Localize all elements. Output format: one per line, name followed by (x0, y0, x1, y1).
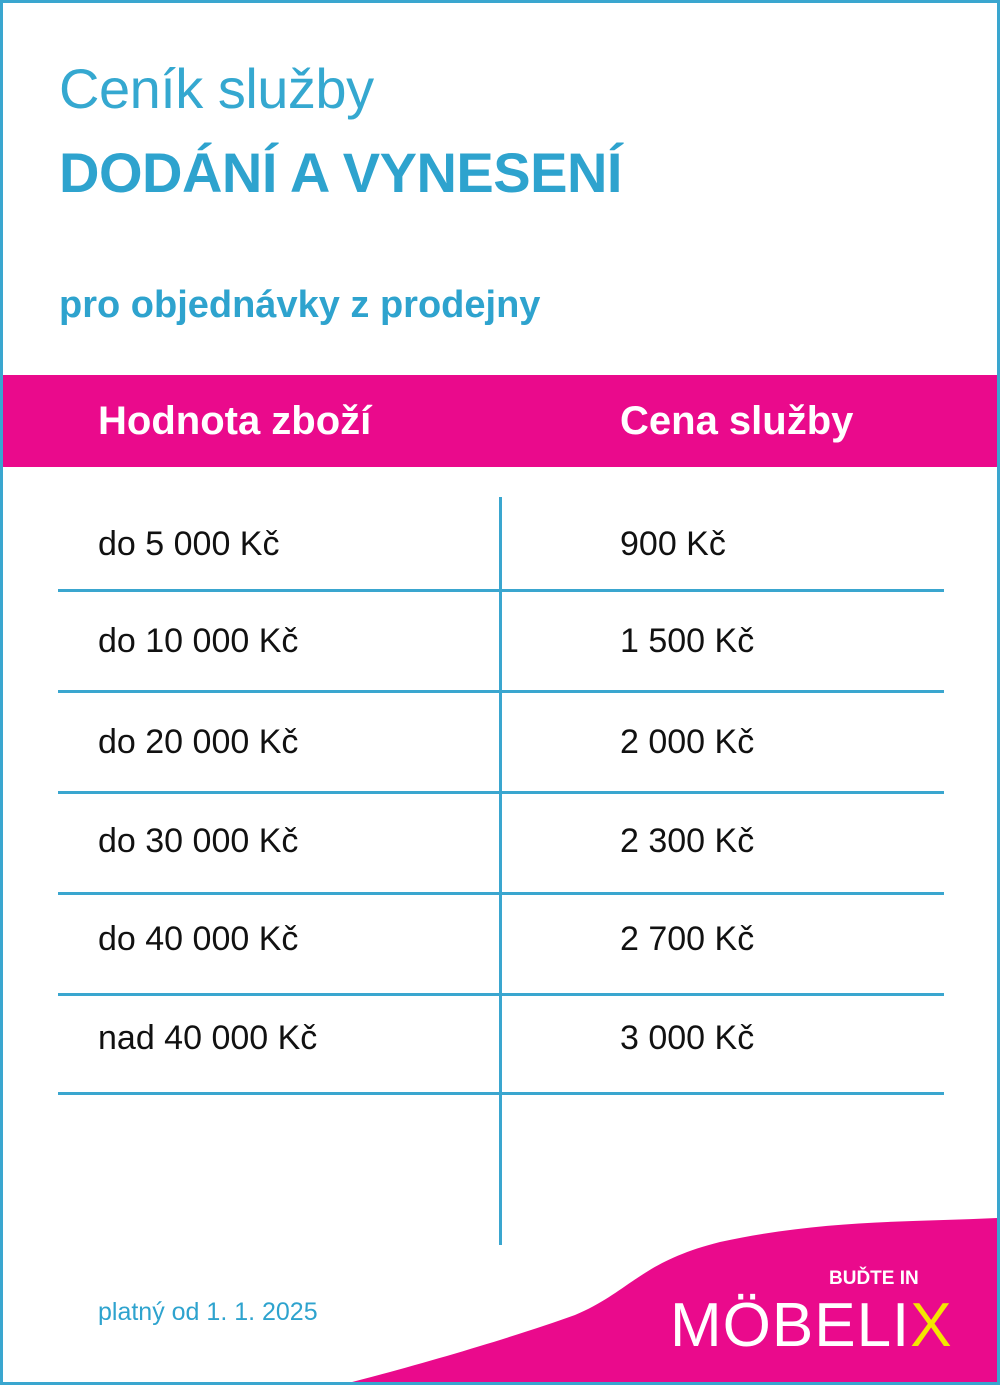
row-price: 2 000 Kč (620, 723, 755, 761)
row-price: 1 500 Kč (620, 622, 755, 660)
row-price: 2 300 Kč (620, 822, 755, 860)
page-title: Ceník služby (59, 57, 374, 120)
validity-note: platný od 1. 1. 2025 (98, 1298, 318, 1326)
row-value: do 20 000 Kč (98, 723, 299, 761)
service-name: DODÁNÍ A VYNESENÍ (59, 141, 622, 204)
page-subtitle: pro objednávky z prodejny (59, 284, 541, 326)
row-value: do 30 000 Kč (98, 822, 299, 860)
row-price: 3 000 Kč (620, 1019, 755, 1057)
brand-tagline: BUĎTE IN (829, 1268, 919, 1289)
row-price: 900 Kč (620, 525, 726, 563)
row-value: nad 40 000 Kč (98, 1019, 318, 1057)
column-header-value: Hodnota zboží (98, 399, 372, 443)
row-price: 2 700 Kč (620, 920, 755, 958)
mobelix-logo: MÖBELIX (670, 1291, 953, 1360)
row-value: do 10 000 Kč (98, 622, 299, 660)
row-value: do 5 000 Kč (98, 525, 280, 563)
column-header-price: Cena služby (620, 399, 854, 443)
row-value: do 40 000 Kč (98, 920, 299, 958)
